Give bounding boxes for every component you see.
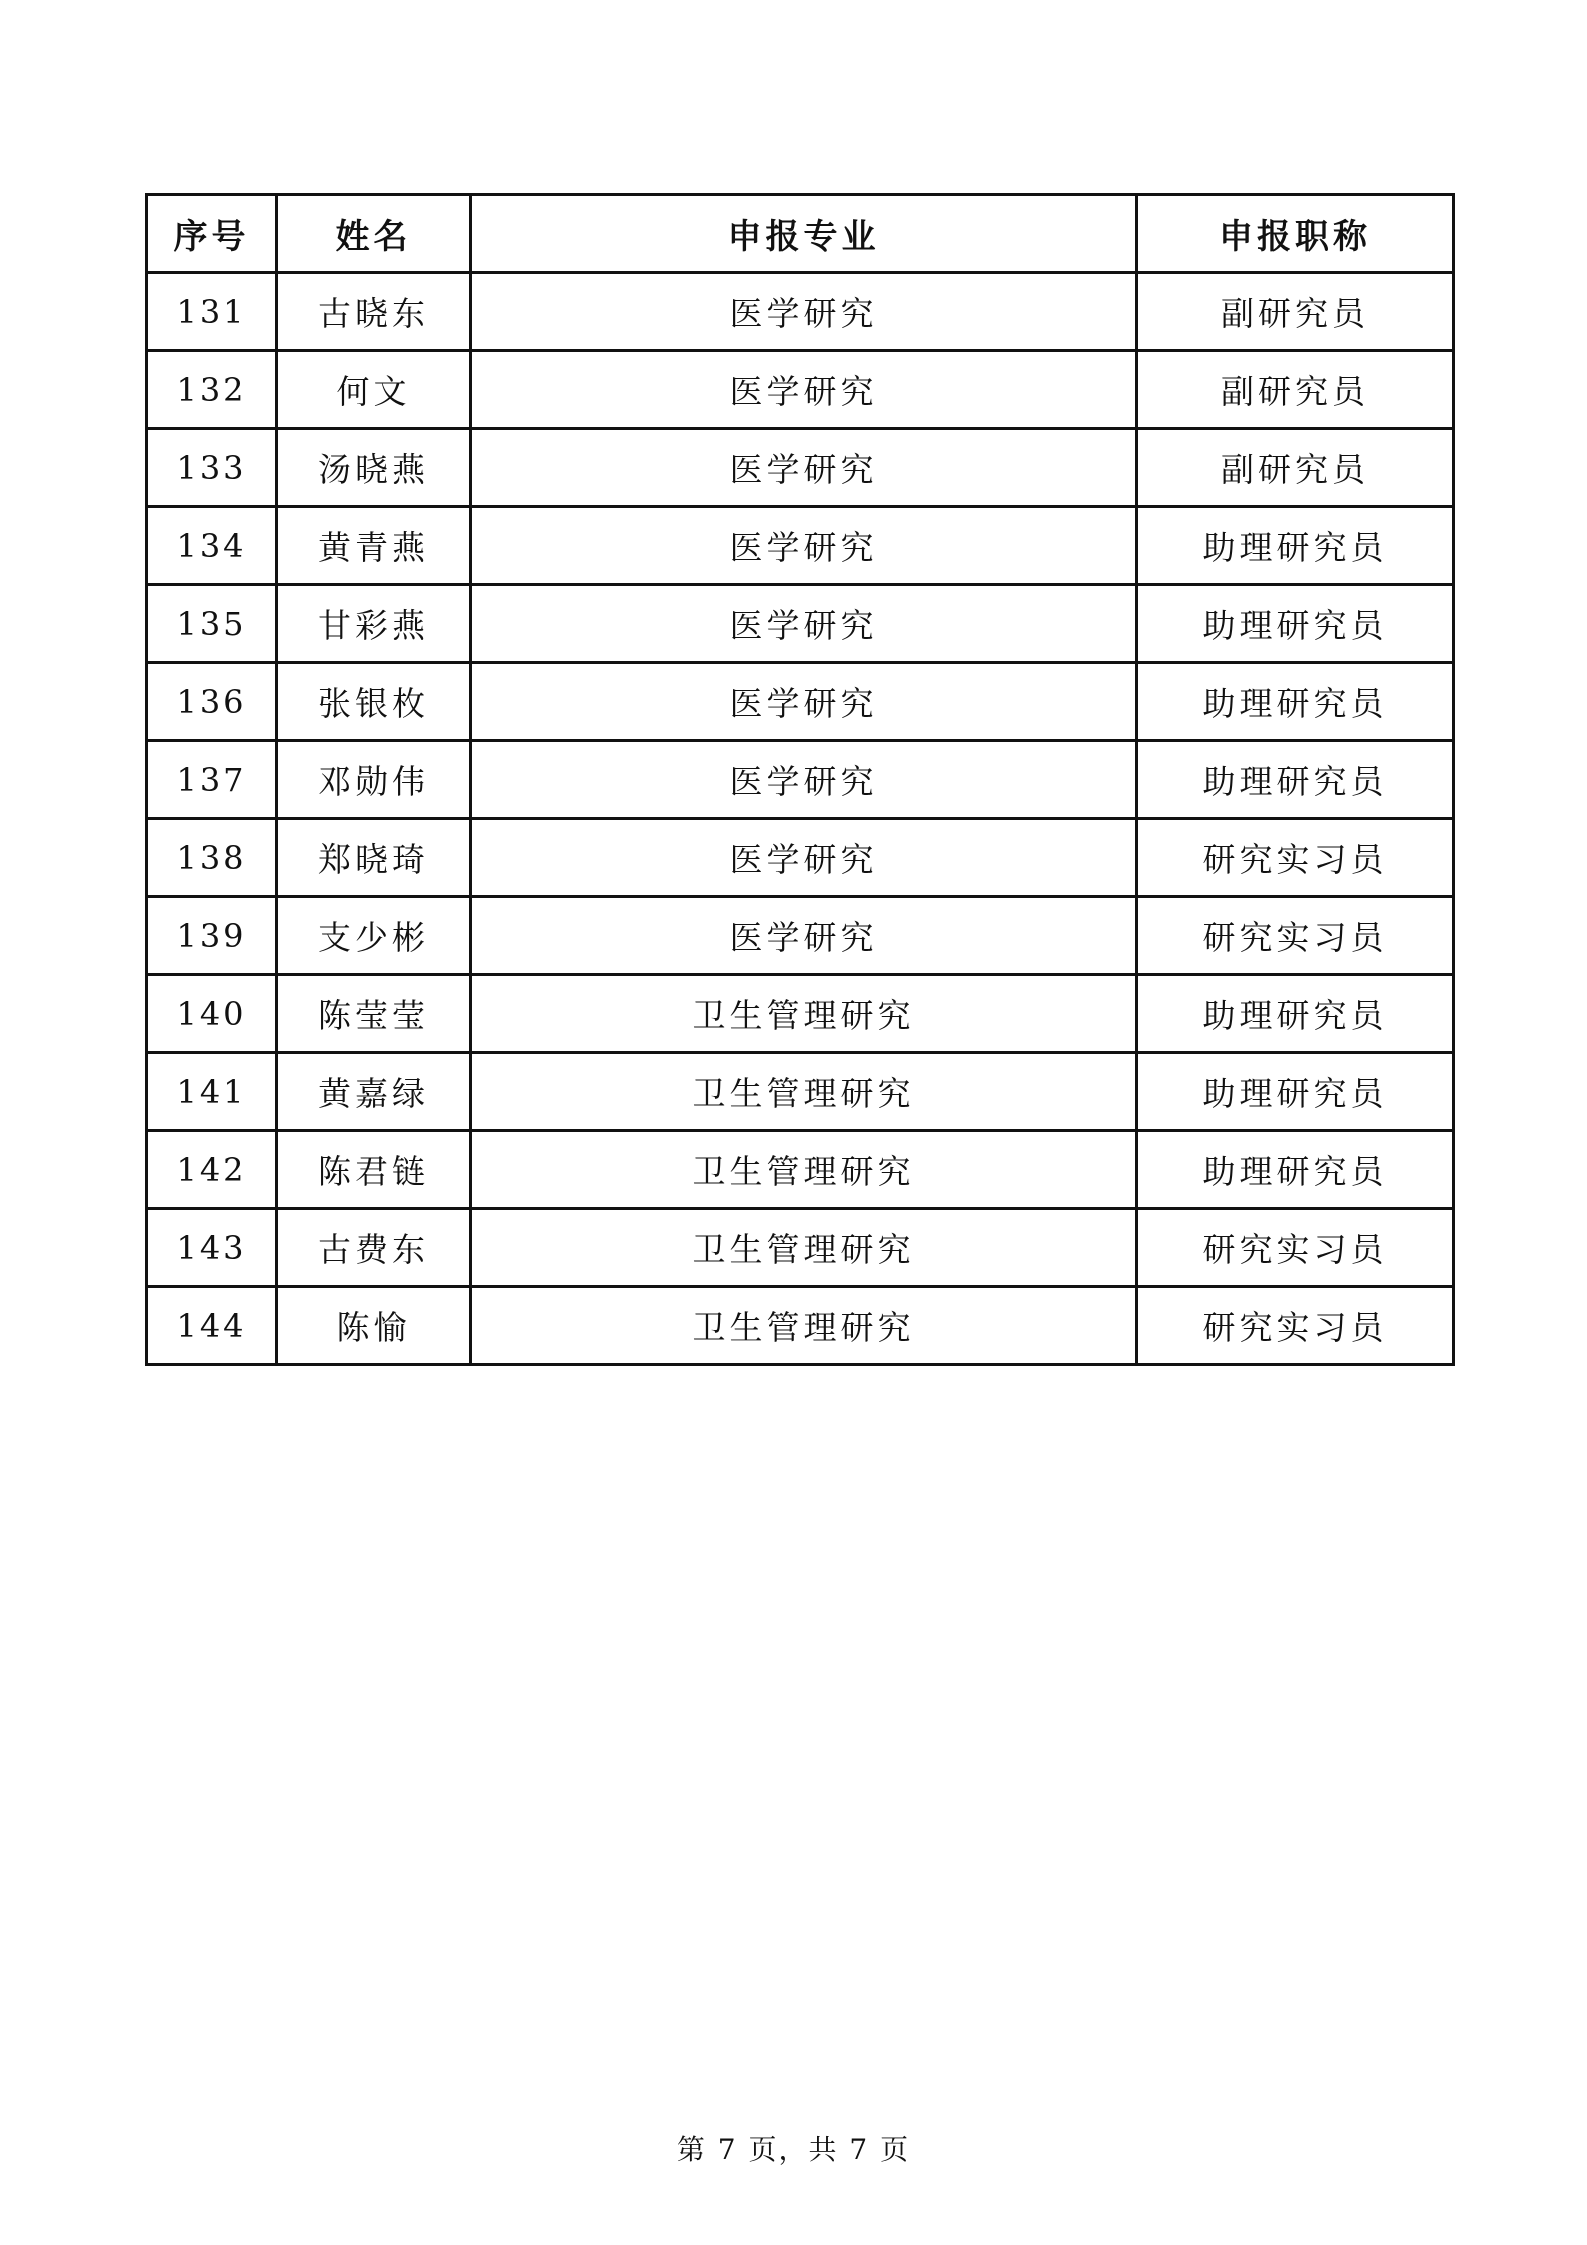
table-row — [147, 273, 1454, 351]
cell-specialty: 卫生管理研究 — [471, 1131, 1137, 1209]
table-row — [147, 663, 1454, 741]
applicant-table — [145, 193, 1455, 1366]
cell-specialty: 卫生管理研究 — [471, 1053, 1137, 1131]
cell-specialty: 卫生管理研究 — [471, 975, 1137, 1053]
cell-index: 139 — [147, 897, 277, 975]
table-row — [147, 975, 1454, 1053]
cell-specialty: 医学研究 — [471, 585, 1137, 663]
cell-specialty: 医学研究 — [471, 819, 1137, 897]
table-body — [147, 273, 1454, 1365]
cell-name: 何文 — [277, 351, 471, 429]
cell-name: 陈君链 — [277, 1131, 471, 1209]
cell-specialty: 卫生管理研究 — [471, 1287, 1137, 1365]
cell-specialty: 医学研究 — [471, 429, 1137, 507]
cell-specialty: 医学研究 — [471, 663, 1137, 741]
cell-index: 136 — [147, 663, 277, 741]
cell-index: 143 — [147, 1209, 277, 1287]
cell-index: 131 — [147, 273, 277, 351]
cell-specialty: 医学研究 — [471, 897, 1137, 975]
cell-index: 144 — [147, 1287, 277, 1365]
table-row — [147, 429, 1454, 507]
cell-specialty: 医学研究 — [471, 273, 1137, 351]
cell-title: 副研究员 — [1137, 273, 1454, 351]
cell-specialty: 医学研究 — [471, 741, 1137, 819]
cell-name: 支少彬 — [277, 897, 471, 975]
cell-name: 甘彩燕 — [277, 585, 471, 663]
cell-title: 研究实习员 — [1137, 897, 1454, 975]
cell-name: 汤晓燕 — [277, 429, 471, 507]
cell-name: 古晓东 — [277, 273, 471, 351]
header-index: 序号 — [147, 195, 277, 273]
cell-title: 助理研究员 — [1137, 741, 1454, 819]
cell-index: 132 — [147, 351, 277, 429]
cell-title: 研究实习员 — [1137, 1287, 1454, 1365]
cell-title: 助理研究员 — [1137, 507, 1454, 585]
table-row — [147, 1053, 1454, 1131]
cell-index: 137 — [147, 741, 277, 819]
header-specialty: 申报专业 — [471, 195, 1137, 273]
cell-title: 助理研究员 — [1137, 663, 1454, 741]
cell-index: 140 — [147, 975, 277, 1053]
cell-index: 142 — [147, 1131, 277, 1209]
cell-title: 助理研究员 — [1137, 1053, 1454, 1131]
cell-index: 141 — [147, 1053, 277, 1131]
table-row — [147, 741, 1454, 819]
cell-title: 副研究员 — [1137, 351, 1454, 429]
cell-specialty: 卫生管理研究 — [471, 1209, 1137, 1287]
table-row — [147, 1287, 1454, 1365]
cell-name: 古费东 — [277, 1209, 471, 1287]
header-name: 姓名 — [277, 195, 471, 273]
cell-index: 138 — [147, 819, 277, 897]
page-number: 第 7 页，共 7 页 — [676, 2133, 911, 2166]
cell-title: 研究实习员 — [1137, 1209, 1454, 1287]
cell-name: 郑晓琦 — [277, 819, 471, 897]
header-title: 申报职称 — [1137, 195, 1454, 273]
cell-index: 133 — [147, 429, 277, 507]
cell-name: 邓勋伟 — [277, 741, 471, 819]
cell-title: 研究实习员 — [1137, 819, 1454, 897]
cell-title: 副研究员 — [1137, 429, 1454, 507]
cell-index: 135 — [147, 585, 277, 663]
cell-name: 黄嘉绿 — [277, 1053, 471, 1131]
cell-name: 陈愉 — [277, 1287, 471, 1365]
cell-specialty: 医学研究 — [471, 507, 1137, 585]
cell-title: 助理研究员 — [1137, 975, 1454, 1053]
cell-specialty: 医学研究 — [471, 351, 1137, 429]
table-row — [147, 819, 1454, 897]
cell-name: 张银枚 — [277, 663, 471, 741]
cell-index: 134 — [147, 507, 277, 585]
table-row — [147, 585, 1454, 663]
table-row — [147, 351, 1454, 429]
cell-title: 助理研究员 — [1137, 1131, 1454, 1209]
table-header-row — [147, 195, 1454, 273]
cell-title: 助理研究员 — [1137, 585, 1454, 663]
cell-name: 黄青燕 — [277, 507, 471, 585]
cell-name: 陈莹莹 — [277, 975, 471, 1053]
table-row — [147, 897, 1454, 975]
table-row — [147, 1131, 1454, 1209]
table-row — [147, 507, 1454, 585]
table-row — [147, 1209, 1454, 1287]
